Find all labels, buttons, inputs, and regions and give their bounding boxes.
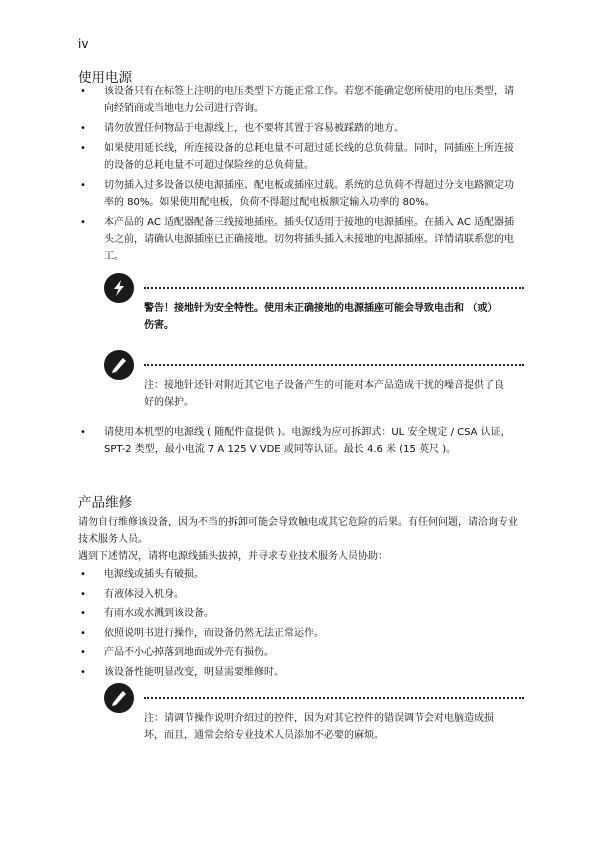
bullet-dot: • bbox=[80, 647, 86, 658]
list-item: • 请勿放置任何物品于电源线上，也不要将其置于容易被踩踏的地方。 bbox=[78, 120, 518, 137]
note-text: 注：接地针还针对附近其它电子设备产生的可能对本产品造成干扰的噪音提供了良好的保护。 bbox=[144, 380, 504, 408]
pen-hand-icon bbox=[104, 350, 134, 380]
bullet-dot: • bbox=[80, 143, 86, 154]
list-item: • 该设备性能明显改变，明显需要维修时。 bbox=[78, 664, 518, 681]
section-title-service: 产品维修 bbox=[78, 495, 132, 511]
list-item: • 本产品的 AC 适配器配备三线接地插座。插头仅适用于接地的电源插座。在插入 AC 适配器插头之前，请确认电源插座已正确接地。切勿将插头插入未接地的电源插座。详情请联系您的电工。 bbox=[78, 214, 518, 265]
note-text: 注：请调节操作说明介绍过的控件，因为对其它控件的错误调节会对电脑造成损坏，而且，通常会给专业技术人员添加不必要的麻烦。 bbox=[144, 713, 494, 741]
list-item: • 有雨水或水溅到该设备。 bbox=[78, 605, 518, 622]
service-bullet-list bbox=[78, 566, 518, 683]
list-item: • 依照说明书进行操作，而设备仍然无法正常运作。 bbox=[78, 625, 518, 642]
power-bullet-list bbox=[78, 83, 518, 268]
bullet-dot: • bbox=[80, 123, 86, 134]
bullet-dot: • bbox=[80, 180, 86, 191]
section-title-power: 使用电源 bbox=[78, 70, 132, 86]
list-item: • 产品不小心掉落到地面或外壳有损伤。 bbox=[78, 644, 518, 661]
note-callout-service bbox=[104, 683, 524, 743]
bullet-dot: • bbox=[80, 666, 86, 678]
service-instruction: 遇到下述情况，请将电源线插头拔掉，并寻求专业技术服务人员协助： bbox=[78, 551, 388, 562]
page-number: iv bbox=[78, 37, 89, 51]
bullet-dot: • bbox=[80, 608, 86, 619]
list-item: • 有液体浸入机身。 bbox=[78, 586, 518, 603]
dotted-divider bbox=[144, 364, 524, 366]
list-item: • 电源线或插头有破损。 bbox=[78, 566, 518, 583]
dotted-divider bbox=[144, 287, 524, 289]
bullet-dot: • bbox=[80, 217, 86, 228]
note-callout-grounding bbox=[104, 350, 524, 410]
power-cord-bullet-list bbox=[78, 424, 518, 461]
bullet-dot: • bbox=[80, 86, 86, 97]
bullet-dot: • bbox=[80, 588, 86, 600]
bullet-dot: • bbox=[80, 627, 86, 639]
list-item: • 请使用本机型的电源线 ( 随配件盒提供 )。电源线为应可拆卸式：UL 安全规定 / CSA 认证， SPT-2 类型，最小电流 7 A 125 V VDE 或同等认证。最长 4.6 米 (15 英尺 )。 bbox=[78, 424, 518, 458]
dotted-divider bbox=[144, 697, 524, 699]
bullet-dot: • bbox=[80, 569, 86, 580]
bullet-dot: • bbox=[80, 427, 86, 438]
pen-hand-icon bbox=[104, 683, 134, 713]
warning-callout bbox=[104, 273, 524, 333]
warning-text: 警告！接地针为安全特性。使用未正确接地的电源插座可能会导致电击和 （或）伤害。 bbox=[144, 303, 498, 331]
list-item: • 切勿插入过多设备以使电源插座、配电板或插座过载。系统的总负荷不得超过分支电路额定功率的 80%。如果使用配电板，负荷不得超过配电板额定输入功率的 80%。 bbox=[78, 177, 518, 211]
list-item: • 如果使用延长线，所连接设备的总耗电量不可超过延长线的总负荷量。同时，同插座上所连接的设备的总耗电量不可超过保险丝的总负荷量。 bbox=[78, 140, 518, 174]
list-item: • 该设备只有在标签上注明的电压类型下方能正常工作。若您不能确定您所使用的电压类型，请向经销商或当地电力公司进行咨询。 bbox=[78, 83, 518, 117]
service-paragraph: 请勿自行维修该设备，因为不当的拆卸可能会导致触电或其它危险的后果。有任何问题，请洽询专业技术服务人员。 bbox=[78, 517, 518, 545]
lightning-bolt-icon bbox=[104, 273, 134, 303]
